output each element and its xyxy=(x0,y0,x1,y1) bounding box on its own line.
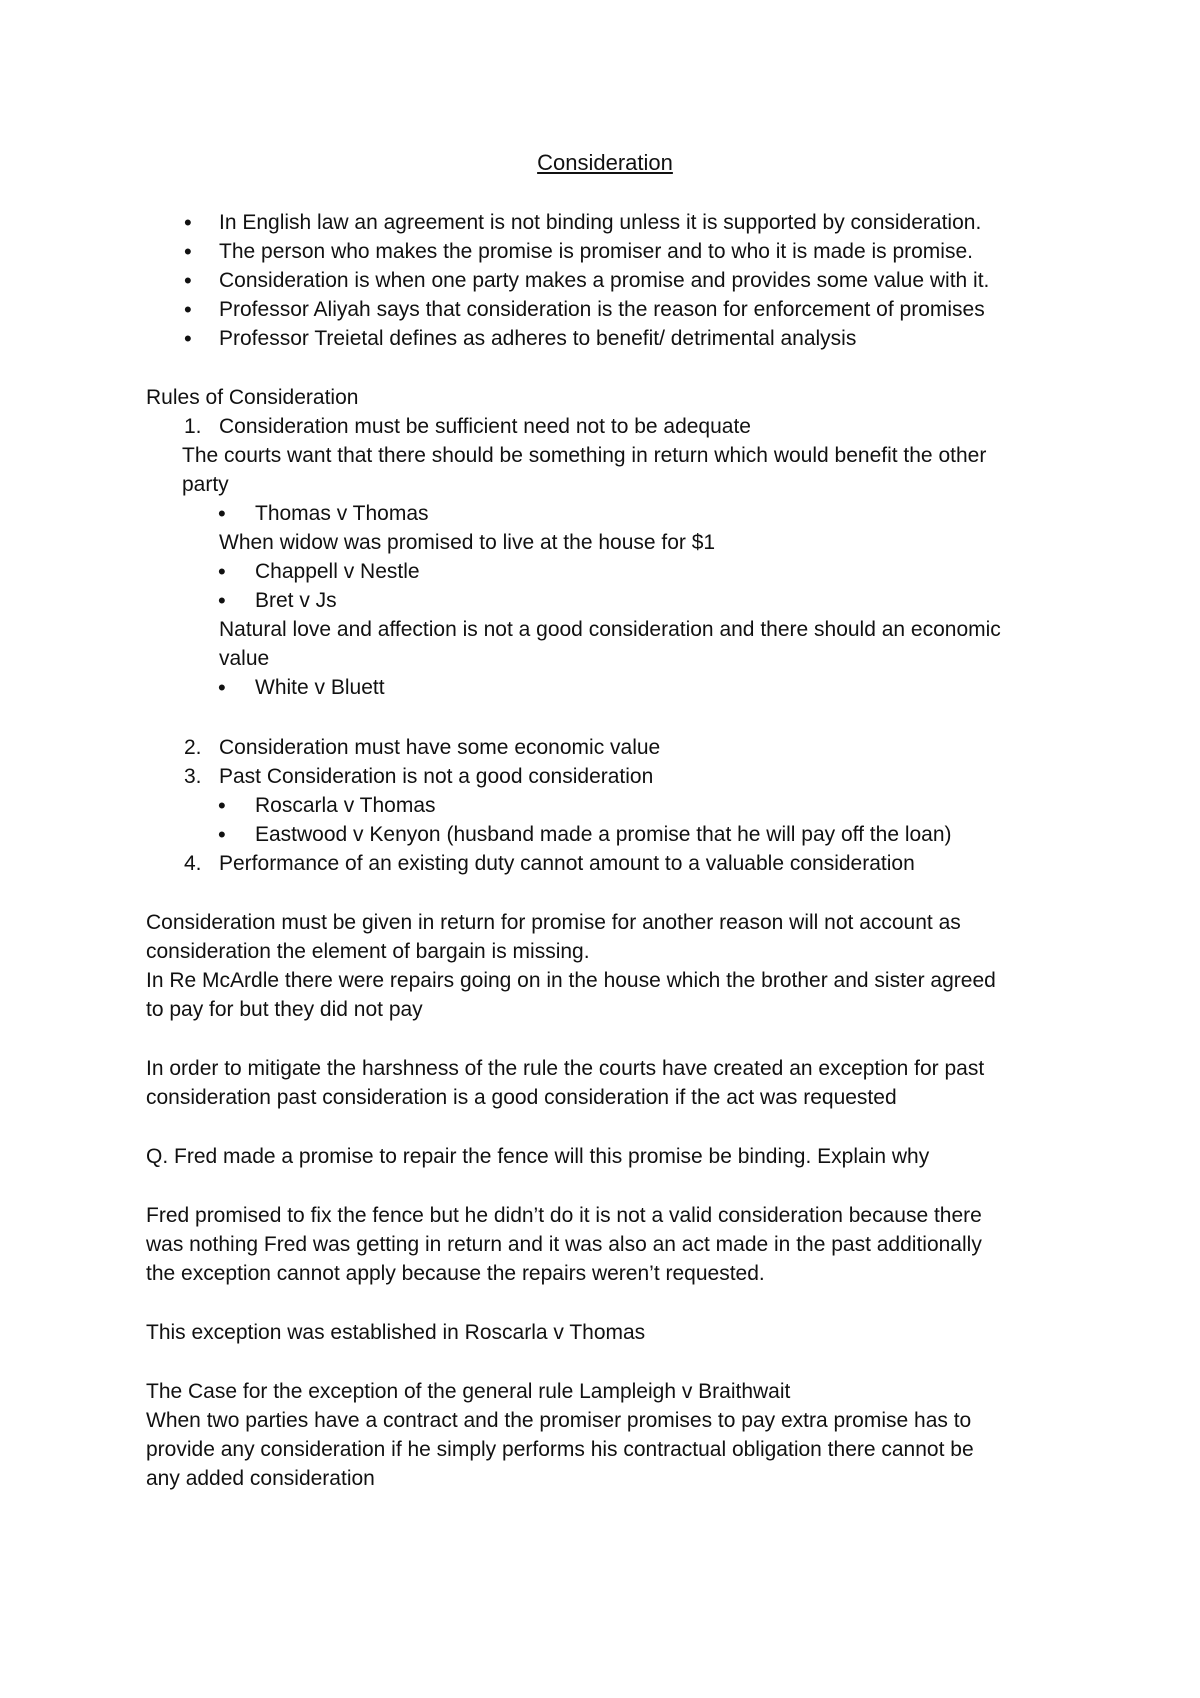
intro-bullet: Professor Treietal defines as adheres to benefit/ detrimental analysis xyxy=(219,327,857,350)
intro-bullet: Professor Aliyah says that consideration is the reason for enforcement of promises xyxy=(219,298,985,321)
case-name: Thomas v Thomas xyxy=(255,502,429,525)
intro-bullet: In English law an agreement is not binding unless it is supported by consideration. xyxy=(219,211,982,234)
bullet-icon: • xyxy=(218,822,226,847)
bullet-icon: • xyxy=(218,559,226,584)
case-name: Roscarla v Thomas xyxy=(255,794,436,817)
rule-text: Performance of an existing duty cannot amount to a valuable consideration xyxy=(219,852,915,875)
paragraph-line: any added consideration xyxy=(146,1467,375,1490)
rule-text: Past Consideration is not a good consideration xyxy=(219,765,654,788)
case-name: Bret v Js xyxy=(255,589,337,612)
rule-number: 3. xyxy=(184,765,202,788)
answer-line: Fred promised to fix the fence but he didn’t do it is not a valid consideration because there xyxy=(146,1204,982,1227)
bullet-icon: • xyxy=(184,297,192,322)
rule-number: 2. xyxy=(184,736,202,759)
bullet-icon: • xyxy=(184,210,192,235)
document-title: Consideration xyxy=(537,150,673,175)
bullet-icon: • xyxy=(184,239,192,264)
rule-number: 4. xyxy=(184,852,202,875)
paragraph-line: When two parties have a contract and the promiser promises to pay extra promise has to xyxy=(146,1409,972,1432)
rule-text: Consideration must have some economic value xyxy=(219,736,661,759)
bullet-icon: • xyxy=(218,793,226,818)
question-line: Q. Fred made a promise to repair the fence will this promise be binding. Explain why xyxy=(146,1145,930,1168)
paragraph-line: In Re McArdle there were repairs going on in the house which the brother and sister agreed xyxy=(146,969,996,992)
case-name: White v Bluett xyxy=(255,676,385,699)
rule-text: Consideration must be sufficient need not to be adequate xyxy=(219,415,751,438)
bullet-icon: • xyxy=(218,588,226,613)
rule-note: party xyxy=(182,473,229,496)
paragraph-line: This exception was established in Roscarla v Thomas xyxy=(146,1321,646,1344)
case-note: Natural love and affection is not a good consideration and there should an economic xyxy=(219,618,1001,641)
paragraph-line: The Case for the exception of the general rule Lampleigh v Braithwait xyxy=(146,1380,791,1403)
case-name: Eastwood v Kenyon (husband made a promise that he will pay off the loan) xyxy=(255,823,952,846)
paragraph-line: to pay for but they did not pay xyxy=(146,998,423,1021)
answer-line: was nothing Fred was getting in return and it was also an act made in the past additionally xyxy=(146,1233,982,1256)
rules-heading: Rules of Consideration xyxy=(146,386,359,409)
rule-note: The courts want that there should be something in return which would benefit the other xyxy=(182,444,987,467)
paragraph-line: Consideration must be given in return for promise for another reason will not account as xyxy=(146,911,961,934)
bullet-icon: • xyxy=(218,501,226,526)
answer-line: the exception cannot apply because the repairs weren’t requested. xyxy=(146,1262,765,1285)
paragraph-line: provide any consideration if he simply performs his contractual obligation there cannot be xyxy=(146,1438,974,1461)
intro-bullet: Consideration is when one party makes a promise and provides some value with it. xyxy=(219,269,990,292)
intro-bullet: The person who makes the promise is promiser and to who it is made is promise. xyxy=(219,240,973,263)
case-name: Chappell v Nestle xyxy=(255,560,420,583)
paragraph-line: consideration the element of bargain is missing. xyxy=(146,940,590,963)
bullet-icon: • xyxy=(184,268,192,293)
rule-number: 1. xyxy=(184,415,202,438)
case-note: value xyxy=(219,647,270,670)
paragraph-line: In order to mitigate the harshness of the rule the courts have created an exception for past xyxy=(146,1057,985,1080)
paragraph-line: consideration past consideration is a good consideration if the act was requested xyxy=(146,1086,897,1109)
bullet-icon: • xyxy=(184,326,192,351)
bullet-icon: • xyxy=(218,675,226,700)
case-note: When widow was promised to live at the house for $1 xyxy=(219,531,716,554)
